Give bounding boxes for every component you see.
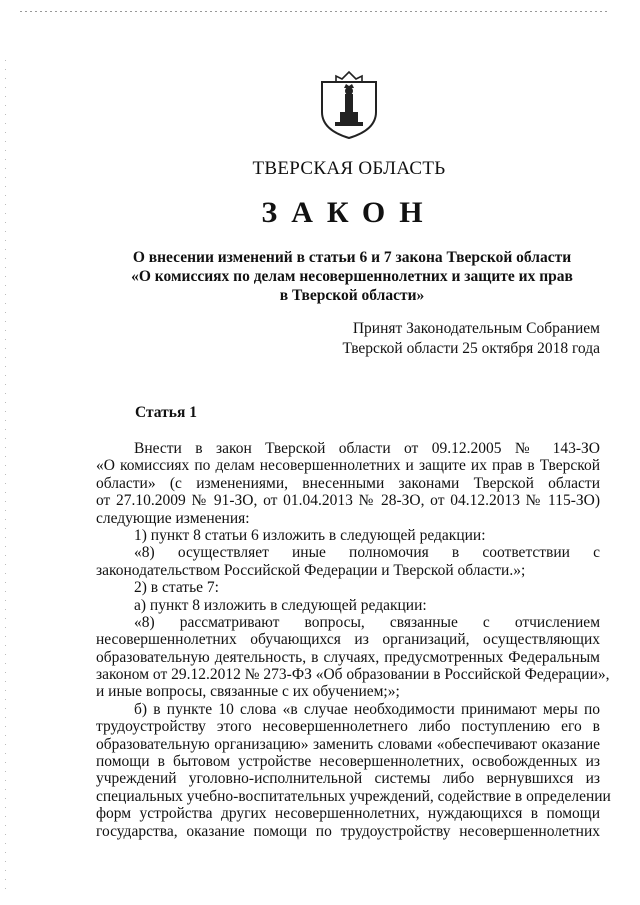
article-body [96,440,611,840]
scan-left-margin [5,60,6,890]
body-line: образовательную организацию» заменить словами «обеспечивают оказание [96,735,600,753]
body-line: специальных учебно-воспитательных учреждений, содействие в определении [96,787,611,805]
body-line: законом от 29.12.2012 № 273-ФЗ «Об образовании в Российской Федерации», [96,666,610,684]
body-line: учреждений уголовно-исполнительной системы либо вернувшихся из [96,770,600,788]
body-line: и иные вопросы, связанные с их обучением;»; [96,683,400,701]
adoption-note [343,319,601,359]
subject-line: О внесении изменений в статьи 6 и 7 закона Тверской области [132,249,572,266]
scan-top-border [20,11,610,12]
body-line: законодательством Российской Федерации и Тверской области.»; [96,561,526,579]
body-line: форм устройства других несовершеннолетних, нуждающихся в помощи [96,805,600,823]
article-title: Статья 1 [135,404,197,421]
body-line: а) пункт 8 изложить в следующей редакции: [134,596,427,614]
body-line: «8) рассматривают вопросы, связанные с отчислением [134,613,600,631]
body-line: «О комиссиях по делам несовершеннолетних и защите их прав в Тверской [96,457,600,475]
body-line: Внести в закон Тверской области от 09.12.2005 № 143-ЗО [134,440,600,457]
body-line: несовершеннолетних обучающихся из организаций, осуществляющих [96,631,600,649]
body-line: 2) в статье 7: [134,579,219,597]
region-title: ТВЕРСКАЯ ОБЛАСТЬ [252,158,446,179]
body-line: б) в пункте 10 слова «в случае необходимости принимают меры по [134,700,600,718]
adoption-line: Тверской области 25 октября 2018 года [342,340,600,357]
subject-line: «О комиссиях по делам несовершеннолетних и защите их прав [131,268,573,285]
body-line: от 27.10.2009 № 91-ЗО, от 01.04.2013 № 28-ЗО, от 04.12.2013 № 115-ЗО) [96,492,600,510]
law-subject [96,248,608,305]
body-line: государства, оказание помощи по трудоустройству несовершеннолетних [96,822,600,840]
body-line: 1) пункт 8 статьи 6 изложить в следующей редакции: [134,526,486,544]
body-line: следующие изменения: [96,509,250,527]
coat-of-arms-emblem [318,68,380,140]
subject-line: в Тверской области» [279,287,425,304]
body-line: образовательную деятельность, в случаях, предусмотренных Федеральным [96,648,600,666]
body-line: области» (с изменениями, внесенными законами Тверской области [96,474,600,492]
body-line: трудоустройству этого несовершеннолетнего либо поступлению его в [96,718,600,736]
body-line: помощи в бытовом устройстве несовершеннолетних, освобожденных из [96,753,600,771]
body-line: «8) осуществляет иные полномочия в соответствии с [134,544,600,562]
document-type-heading: ЗАКОН [261,196,437,229]
adoption-line: Принят Законодательным Собранием [352,320,600,337]
